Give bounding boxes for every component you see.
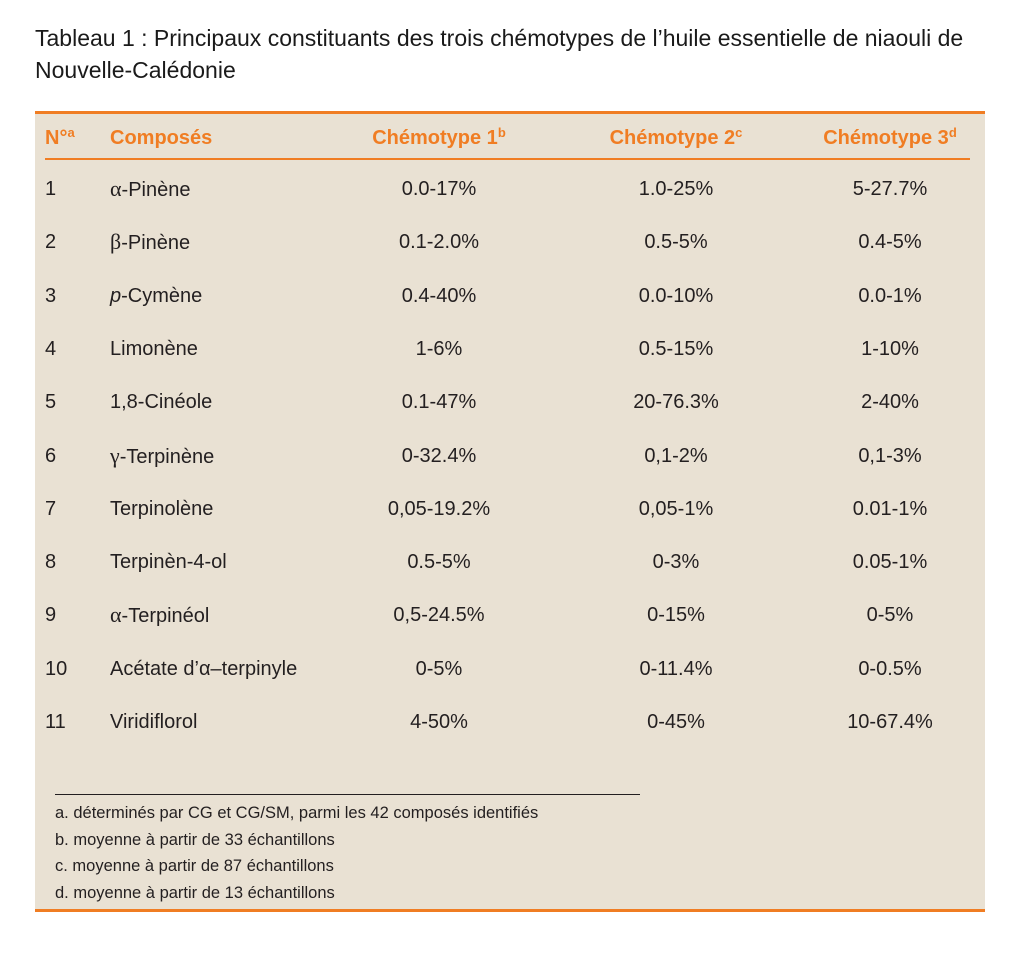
table-row — [35, 707, 985, 737]
chemotype-3-value: 10-67.4% — [847, 711, 933, 733]
table-row — [35, 174, 985, 204]
table-row — [35, 227, 985, 257]
compound-label: Acétate d’α–terpinyle — [110, 658, 298, 680]
row-number: 5 — [45, 391, 57, 413]
compound-name — [110, 441, 214, 471]
chemotype-3-value: 0-0.5% — [858, 658, 922, 680]
table-row — [35, 547, 985, 577]
compound-name — [110, 707, 197, 737]
header-number — [45, 124, 75, 152]
compound-prefix: β — [110, 229, 122, 254]
chemotype-2-value: 0-11.4% — [639, 658, 713, 680]
chemotype-2-value: 0.5-15% — [638, 338, 714, 360]
row-number: 2 — [45, 231, 57, 253]
row-number: 10 — [45, 658, 68, 680]
footnote-a: a. déterminés par CG et CG/SM, parmi les 42 composés identifiés — [55, 804, 539, 822]
header-chemotype-2 — [578, 124, 774, 152]
header-chemotype-1-sup: b — [497, 125, 506, 140]
chemotype-1-value: 4-50% — [410, 711, 468, 733]
header-number-label: N° — [45, 127, 68, 149]
compound-prefix: p — [110, 285, 122, 307]
chemotype-1-value: 0-5% — [415, 658, 463, 680]
header-number-sup: a — [67, 125, 75, 140]
compound-name — [110, 281, 202, 311]
header-chemotype-2-label: Chémotype 2 — [609, 127, 736, 149]
table-row — [35, 654, 985, 684]
chemotype-1-value: 0.1-47% — [401, 391, 477, 413]
compound-prefix: γ — [110, 443, 120, 468]
row-number: 9 — [45, 604, 57, 626]
row-number: 4 — [45, 338, 57, 360]
compound-label: -Terpinène — [119, 446, 215, 468]
compound-label: Terpinolène — [110, 498, 214, 520]
table-row — [35, 387, 985, 417]
chemotype-2-value: 0-15% — [647, 604, 705, 626]
chemotype-3-value: 5-27.7% — [852, 178, 928, 200]
header-chemotype-3-sup: d — [948, 125, 957, 140]
chemotype-3-value: 0.4-5% — [858, 231, 922, 253]
table-row — [35, 441, 985, 471]
chemotype-1-value: 1-6% — [415, 338, 463, 360]
compound-label: 1,8-Cinéole — [110, 391, 213, 413]
header-chemotype-1-label: Chémotype 1 — [372, 127, 498, 149]
row-number: 7 — [45, 498, 57, 520]
compound-name — [110, 494, 213, 524]
chemotype-3-value: 0-5% — [866, 604, 914, 626]
compound-label: Limonène — [110, 338, 198, 360]
chemotype-3-value: 1-10% — [861, 338, 919, 360]
compound-name — [110, 227, 190, 257]
chemotype-2-value: 0.0-10% — [638, 285, 714, 307]
compound-name — [110, 334, 198, 364]
chemotype-1-value: 0.1-2.0% — [398, 231, 480, 253]
chemotype-3-value: 0.01-1% — [852, 498, 928, 520]
chemotype-2-value: 0,1-2% — [644, 445, 708, 467]
chemotype-1-value: 0.0-17% — [401, 178, 477, 200]
compound-label: -Cymène — [121, 285, 203, 307]
compound-name — [110, 387, 212, 417]
row-number: 11 — [45, 711, 66, 733]
compound-name — [110, 547, 227, 577]
footnote-b: b. moyenne à partir de 33 échantillons — [55, 831, 335, 849]
header-divider — [45, 158, 970, 160]
row-number: 1 — [45, 178, 57, 200]
compound-label: -Pinène — [121, 179, 191, 201]
table-row — [35, 334, 985, 364]
compound-prefix: α — [110, 602, 122, 627]
header-compound: Composés — [110, 127, 213, 149]
compound-label: -Pinène — [121, 232, 191, 254]
table-panel — [35, 111, 985, 912]
table-row — [35, 281, 985, 311]
table-row — [35, 600, 985, 630]
chemotype-2-value: 1.0-25% — [638, 178, 714, 200]
chemotype-2-value: 0,05-1% — [638, 498, 714, 520]
footnote-c: c. moyenne à partir de 87 échantillons — [55, 857, 334, 875]
header-chemotype-3-label: Chémotype 3 — [823, 127, 949, 149]
header-chemotype-1 — [341, 124, 537, 152]
compound-label: Terpinèn-4-ol — [110, 551, 227, 573]
row-number: 8 — [45, 551, 57, 573]
chemotype-2-value: 0.5-5% — [644, 231, 708, 253]
chemotype-3-value: 0,1-3% — [858, 445, 922, 467]
compound-name — [110, 174, 190, 204]
compound-name — [110, 654, 297, 684]
row-number: 6 — [45, 445, 57, 467]
header-chemotype-3 — [792, 124, 988, 152]
compound-label: -Terpinéol — [121, 605, 210, 627]
chemotype-1-value: 0.5-5% — [407, 551, 471, 573]
chemotype-3-value: 0.05-1% — [852, 551, 928, 573]
footnote-d: d. moyenne à partir de 13 échantillons — [55, 884, 335, 902]
chemotype-2-value: 20-76.3% — [633, 391, 719, 413]
chemotype-1-value: 0.4-40% — [401, 285, 477, 307]
compound-name — [110, 600, 209, 630]
compound-prefix: α — [110, 176, 122, 201]
chemotype-2-value: 0-3% — [652, 551, 700, 573]
chemotype-3-value: 0.0-1% — [858, 285, 922, 307]
compound-label: Viridiflorol — [110, 711, 198, 733]
chemotype-1-value: 0-32.4% — [401, 445, 477, 467]
header-chemotype-2-sup: c — [735, 125, 743, 140]
table-title: Tableau 1 : Principaux constituants des trois chémotypes de l’huile essentielle de niaouli de Nouvelle-Calédonie — [35, 25, 964, 83]
table-row — [35, 494, 985, 524]
chemotype-3-value: 2-40% — [861, 391, 919, 413]
chemotype-1-value: 0,05-19.2% — [387, 498, 491, 520]
footnote-divider — [55, 794, 640, 795]
chemotype-2-value: 0-45% — [647, 711, 705, 733]
row-number: 3 — [45, 285, 57, 307]
chemotype-1-value: 0,5-24.5% — [393, 604, 485, 626]
